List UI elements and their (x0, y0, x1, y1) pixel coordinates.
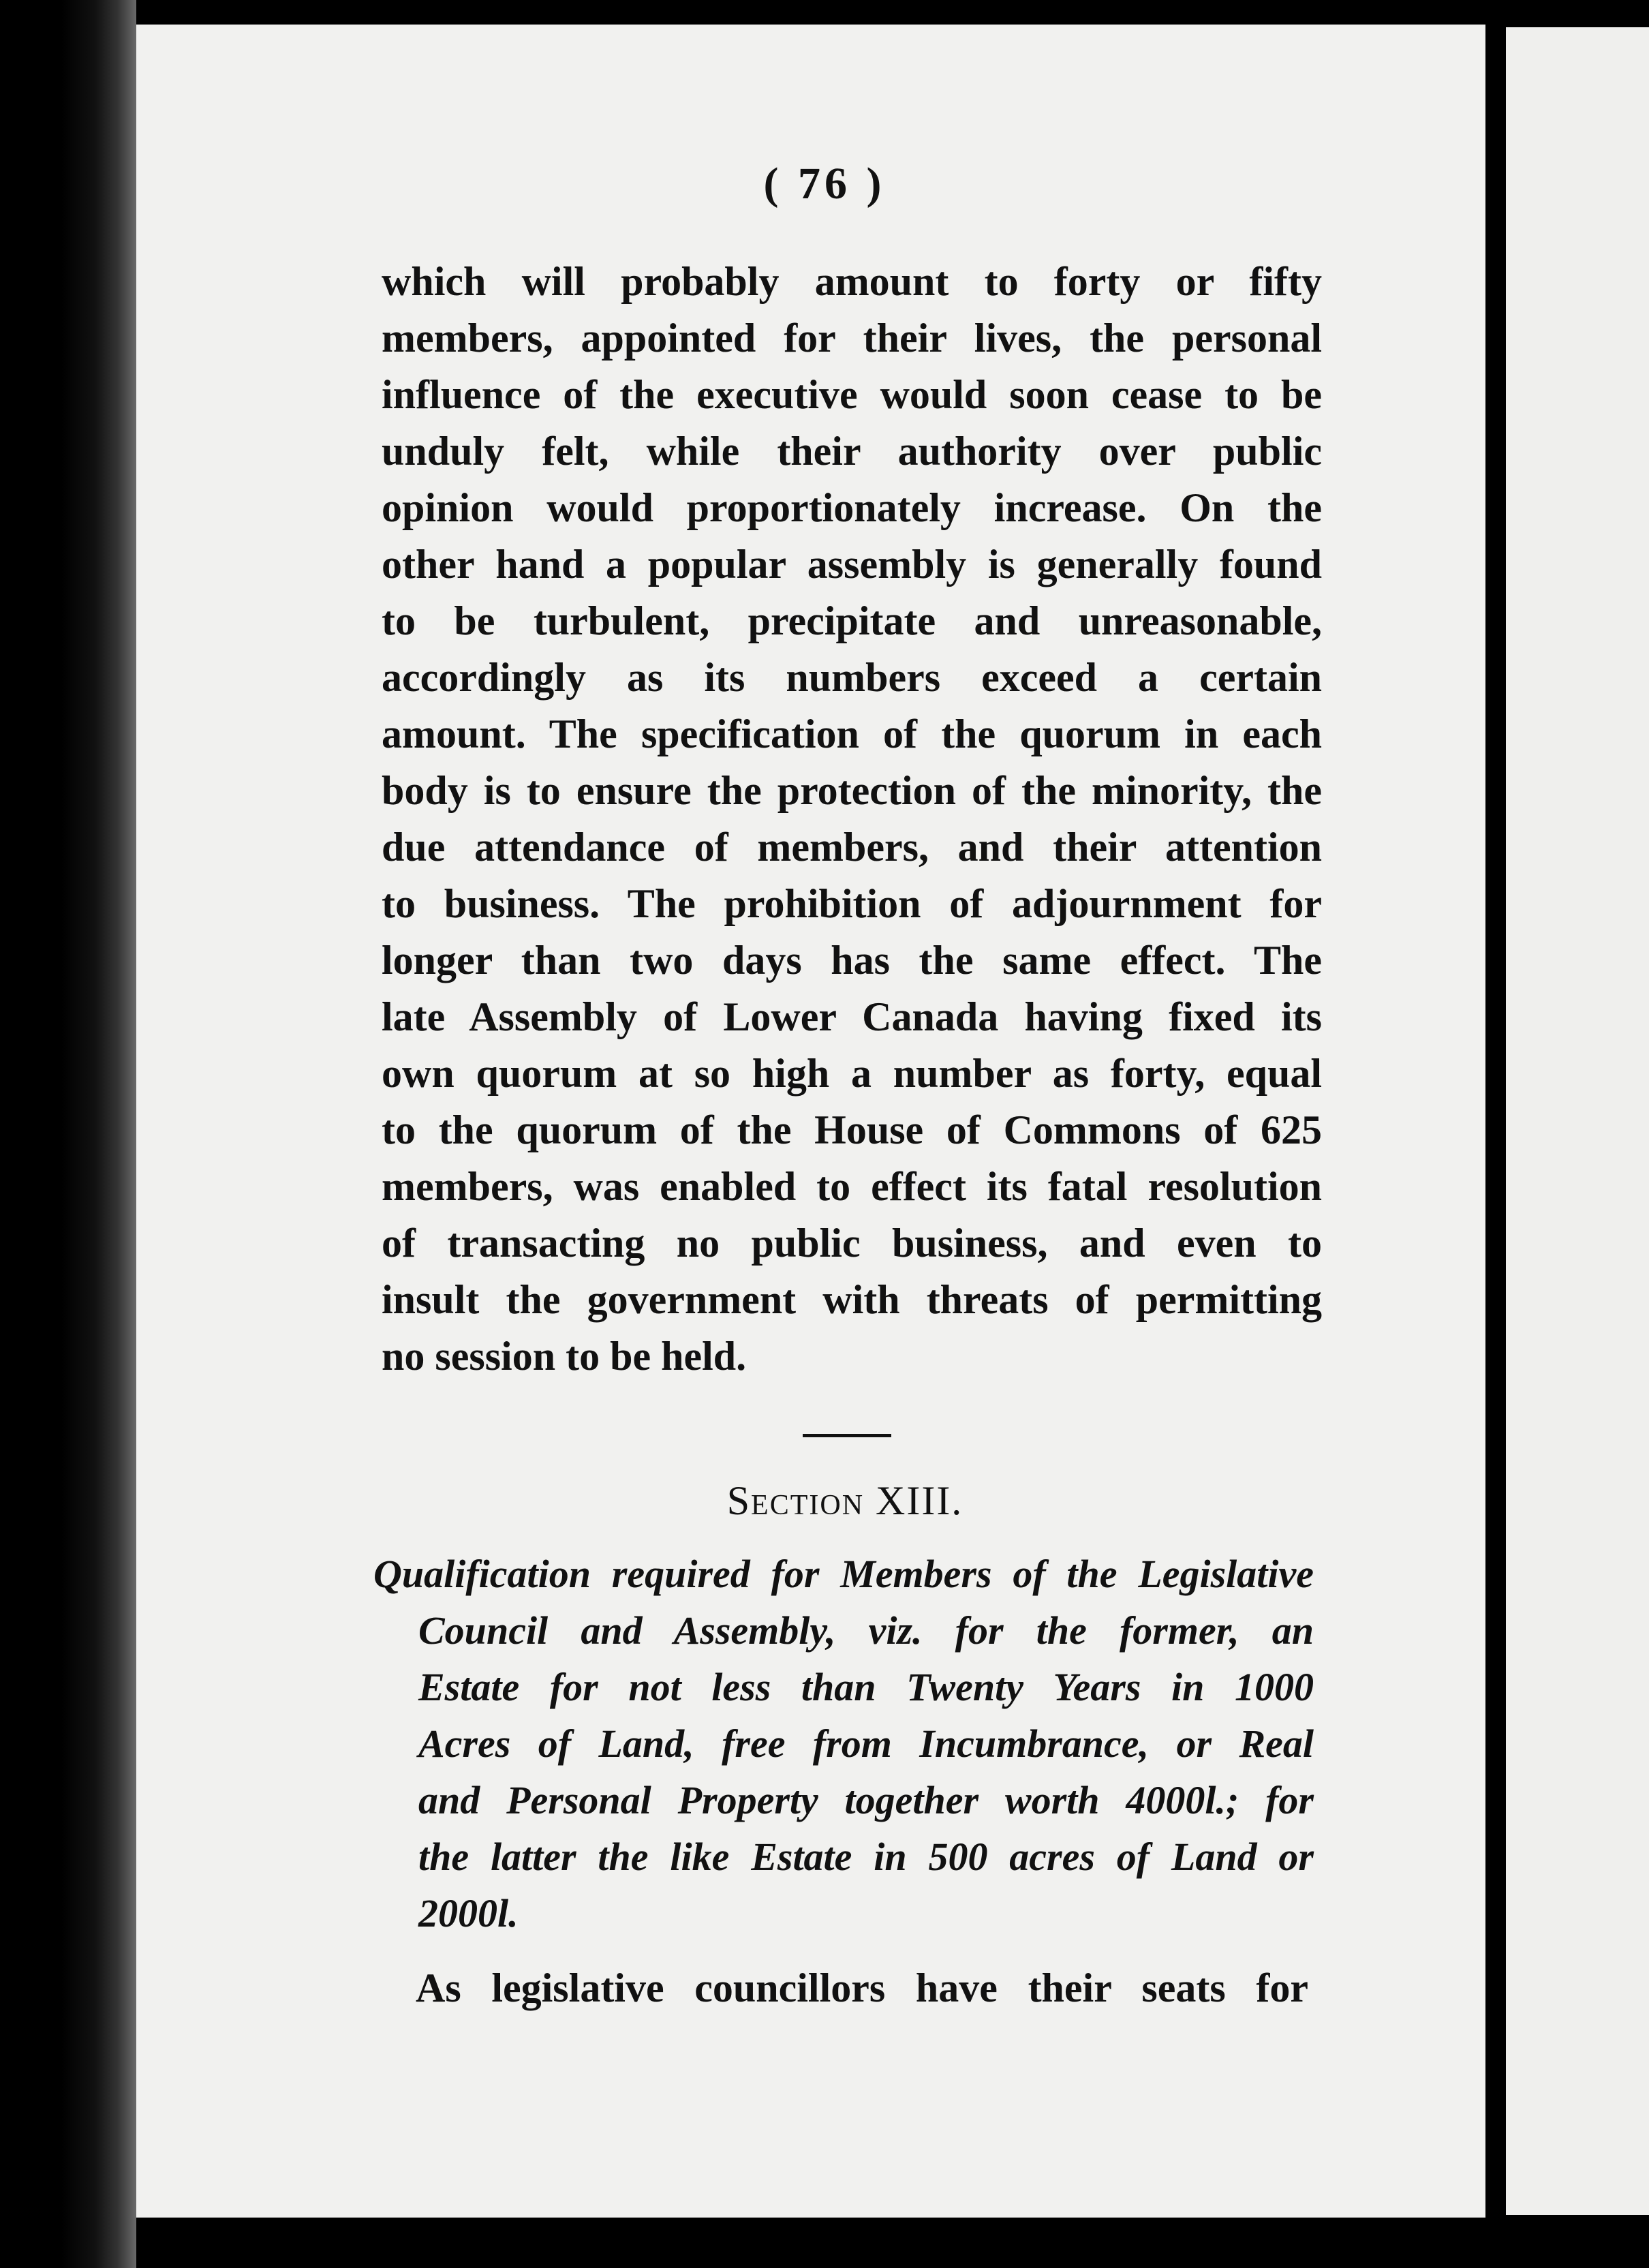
text-line: longer than two days has the same effect. The (382, 938, 1322, 983)
body-text (382, 254, 1322, 1385)
text-line: amount. The specification of the quorum in each (382, 711, 1322, 756)
text-line: due attendance of members, and their attention (382, 825, 1322, 870)
facing-page-edge (1506, 27, 1649, 2215)
text-line: unduly felt, while their authority over public (382, 429, 1322, 474)
summary-line: Acres of Land, free from Incumbrance, or Real (418, 1721, 1314, 1766)
text-line: As legislative councillors have their seats for (416, 1965, 1308, 2010)
summary-line: Estate for not less than Twenty Years in 1000 (418, 1665, 1314, 1709)
text-line: opinion would proportionately increase. On the (382, 485, 1322, 530)
section-heading: Section XIII. (726, 1478, 964, 1523)
binding-gutter (61, 0, 136, 2268)
text-line: own quorum at so high a number as forty, equal (382, 1051, 1322, 1096)
section-divider (803, 1434, 891, 1437)
text-line: members, appointed for their lives, the personal (382, 316, 1322, 361)
page-number: ( 76 ) (763, 159, 886, 209)
summary-line: Qualification required for Members of the Legislative (373, 1552, 1314, 1596)
summary-line: and Personal Property together worth 4000l.; for (418, 1778, 1314, 1822)
text-line: to the quorum of the House of Commons of 625 (382, 1107, 1322, 1152)
text-line: which will probably amount to forty or fifty (382, 259, 1322, 304)
section-summary (373, 1546, 1314, 1942)
text-line: body is to ensure the protection of the minority, the (382, 768, 1322, 813)
text-line: insult the government with threats of permitting (382, 1277, 1322, 1322)
text-line: influence of the executive would soon cease to be (382, 372, 1322, 417)
summary-line: the latter the like Estate in 500 acres of Land or (418, 1835, 1314, 1879)
text-line: members, was enabled to effect its fatal resolution (382, 1164, 1322, 1209)
text-line: to be turbulent, precipitate and unreasonable, (382, 598, 1322, 643)
text-line: late Assembly of Lower Canada having fixed its (382, 994, 1322, 1039)
text-line: to business. The prohibition of adjournment for (382, 881, 1322, 926)
closing-text (416, 1960, 1308, 2017)
summary-line: 2000l. (418, 1891, 519, 1935)
text-line: no session to be held. (382, 1334, 747, 1379)
text-line: other hand a popular assembly is generally found (382, 542, 1322, 587)
text-line: accordingly as its numbers exceed a certain (382, 655, 1322, 700)
text-line: of transacting no public business, and even to (382, 1221, 1322, 1266)
summary-line: Council and Assembly, viz. for the former, an (418, 1608, 1314, 1653)
